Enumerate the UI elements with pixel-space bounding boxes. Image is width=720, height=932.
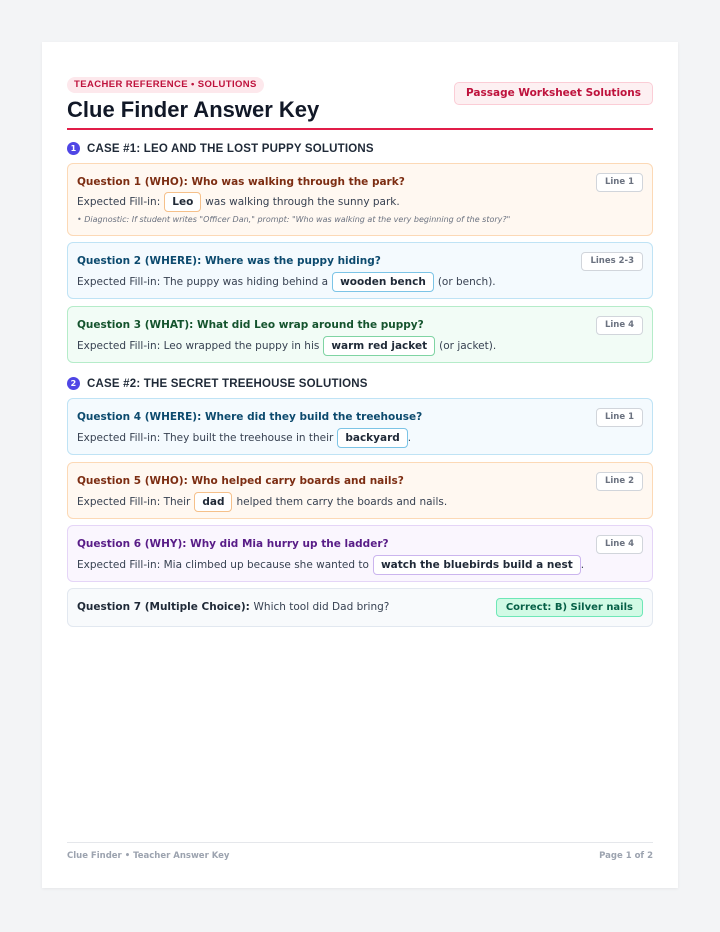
answer-fill-in: warm red jacket [323, 336, 435, 356]
question-card-2 [67, 242, 653, 299]
question-prompt [77, 601, 389, 613]
correct-answer-badge: Correct: B) Silver nails [496, 598, 643, 617]
expected-answer-line [77, 272, 496, 292]
teacher-reference-tag: TEACHER REFERENCE • SOLUTIONS [67, 77, 264, 93]
expected-answer-line [77, 555, 584, 575]
answer-prefix: Expected Fill-in: Mia climbed up because she wanted to [77, 559, 369, 571]
section-number-badge: 1 [67, 142, 80, 155]
expected-answer-line [77, 492, 447, 512]
worksheet-solutions-badge: Passage Worksheet Solutions [454, 82, 653, 105]
section-title: CASE #1: LEO AND THE LOST PUPPY SOLUTIONS [87, 142, 374, 155]
line-reference-badge: Line 2 [596, 472, 643, 491]
answer-fill-in: backyard [337, 428, 407, 448]
question-prompt: Question 4 (WHERE): Where did they build the treehouse? [77, 411, 423, 423]
question-card-5 [67, 462, 653, 519]
question-prompt: Question 5 (WHO): Who helped carry boards and nails? [77, 475, 404, 487]
question-card-7 [67, 588, 653, 627]
expected-answer-line [77, 428, 411, 448]
line-reference-badge: Line 4 [596, 535, 643, 554]
answer-prefix: Expected Fill-in: Their [77, 496, 191, 508]
answer-prefix: Expected Fill-in: They built the treehouse in their [77, 432, 334, 444]
question-prompt: Question 6 (WHY): Why did Mia hurry up the ladder? [77, 538, 389, 550]
question-card-3 [67, 306, 653, 363]
footer-divider [67, 842, 653, 843]
answer-fill-in: Leo [164, 192, 201, 212]
page-content [67, 72, 653, 613]
line-reference-badge: Line 1 [596, 408, 643, 427]
answer-prefix: Expected Fill-in: The puppy was hiding behind a [77, 276, 329, 288]
answer-fill-in: wooden bench [332, 272, 434, 292]
worksheet-page [42, 42, 678, 888]
question-card-1 [67, 163, 653, 236]
section-title: CASE #2: THE SECRET TREEHOUSE SOLUTIONS [87, 377, 368, 390]
answer-suffix: was walking through the sunny park. [205, 196, 400, 208]
answer-suffix: (or bench). [437, 276, 496, 288]
question-prompt: Question 2 (WHERE): Where was the puppy hiding? [77, 255, 381, 267]
footer-title: Clue Finder • Teacher Answer Key [67, 851, 230, 861]
section-heading-case-1 [67, 142, 374, 155]
line-reference-badge: Lines 2-3 [581, 252, 643, 271]
answer-prefix: Expected Fill-in: [77, 196, 161, 208]
section-number-badge: 2 [67, 377, 80, 390]
question-prompt: Question 1 (WHO): Who was walking through the park? [77, 176, 405, 188]
page-title: Clue Finder Answer Key [67, 97, 320, 122]
expected-answer-line [77, 336, 496, 356]
question-prompt: Question 3 (WHAT): What did Leo wrap around the puppy? [77, 319, 424, 331]
answer-suffix: helped them carry the boards and nails. [236, 496, 448, 508]
question-card-6 [67, 525, 653, 582]
section-heading-case-2 [67, 377, 368, 390]
header-divider [67, 128, 653, 130]
answer-fill-in: dad [194, 492, 232, 512]
line-reference-badge: Line 1 [596, 173, 643, 192]
answer-suffix: . [407, 432, 412, 444]
answer-suffix: (or jacket). [439, 340, 497, 352]
question-card-4 [67, 398, 653, 455]
line-reference-badge: Line 4 [596, 316, 643, 335]
answer-suffix: . [580, 559, 585, 571]
answer-fill-in: watch the bluebirds build a nest [373, 555, 581, 575]
question-label: Question 7 (Multiple Choice): [77, 601, 250, 613]
page-number: Page 1 of 2 [599, 851, 653, 861]
question-text: Which tool did Dad bring? [253, 601, 390, 613]
expected-answer-line [77, 192, 400, 212]
answer-prefix: Expected Fill-in: Leo wrapped the puppy in his [77, 340, 320, 352]
diagnostic-note: • Diagnostic: If student writes "Officer Dan," prompt: "Who was walking at the very beginning of the story?" [77, 215, 511, 224]
